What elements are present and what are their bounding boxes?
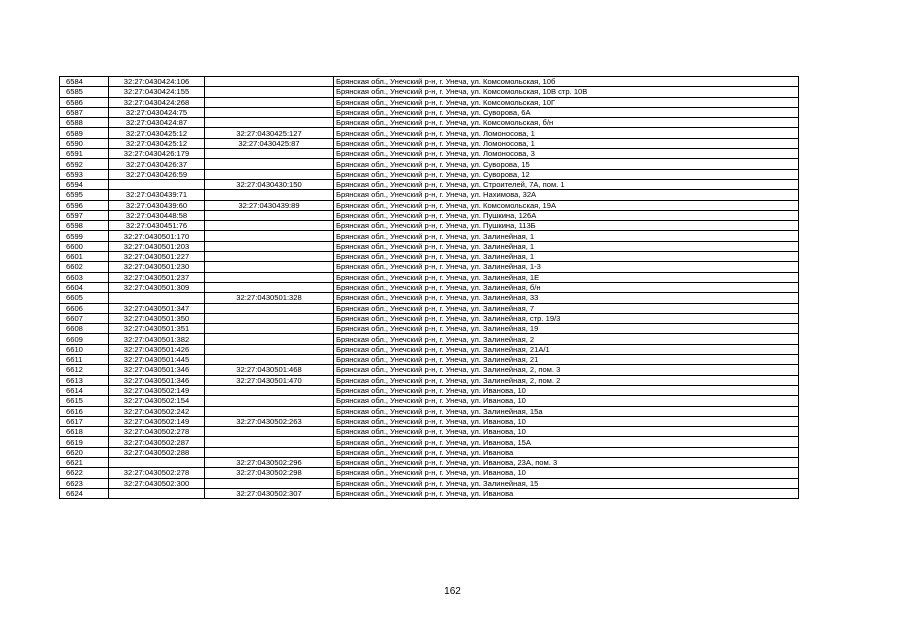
address-cell: Брянская обл., Унечский р-н, г. Унеча, ул. Иванова, 10 — [334, 385, 799, 395]
address-cell: Брянская обл., Унечский р-н, г. Унеча, ул. Иванова, 15А — [334, 437, 799, 447]
table-row — [60, 437, 799, 447]
related-cadastral-number-cell — [205, 344, 334, 354]
table-row — [60, 231, 799, 241]
row-number-cell: 6595 — [60, 190, 109, 200]
table-row — [60, 179, 799, 189]
cadastral-number-cell: 32:27:0430424:87 — [109, 118, 205, 128]
address-cell: Брянская обл., Унечский р-н, г. Унеча, ул. Залинейная, б/н — [334, 282, 799, 292]
address-cell: Брянская обл., Унечский р-н, г. Унеча, ул. Залинейная, 21А/1 — [334, 344, 799, 354]
cadastral-number-cell: 32:27:0430501:203 — [109, 241, 205, 251]
row-number-cell: 6585 — [60, 87, 109, 97]
row-number-cell: 6604 — [60, 282, 109, 292]
table-row — [60, 468, 799, 478]
table-row — [60, 447, 799, 457]
cadastral-number-cell: 32:27:0430424:268 — [109, 97, 205, 107]
cadastral-number-cell: 32:27:0430439:71 — [109, 190, 205, 200]
row-number-cell: 6596 — [60, 200, 109, 210]
row-number-cell: 6617 — [60, 416, 109, 426]
related-cadastral-number-cell — [205, 169, 334, 179]
row-number-cell: 6594 — [60, 179, 109, 189]
table-row — [60, 313, 799, 323]
table-row — [60, 488, 799, 498]
related-cadastral-number-cell — [205, 252, 334, 262]
row-number-cell: 6621 — [60, 457, 109, 467]
related-cadastral-number-cell — [205, 87, 334, 97]
cadastral-number-cell: 32:27:0430501:237 — [109, 272, 205, 282]
related-cadastral-number-cell — [205, 118, 334, 128]
cadastral-number-cell: 32:27:0430502:278 — [109, 468, 205, 478]
row-number-cell: 6607 — [60, 313, 109, 323]
related-cadastral-number-cell — [205, 210, 334, 220]
address-cell: Брянская обл., Унечский р-н, г. Унеча, ул. Комсомольская, 10В стр. 10В — [334, 87, 799, 97]
row-number-cell: 6605 — [60, 293, 109, 303]
address-cell: Брянская обл., Унечский р-н, г. Унеча, ул. Иванова, 10 — [334, 468, 799, 478]
address-cell: Брянская обл., Унечский р-н, г. Унеча, ул. Иванова, 10 — [334, 427, 799, 437]
cadastral-number-cell: 32:27:0430502:288 — [109, 447, 205, 457]
row-number-cell: 6598 — [60, 221, 109, 231]
table-row — [60, 272, 799, 282]
row-number-cell: 6613 — [60, 375, 109, 385]
table-row — [60, 149, 799, 159]
address-cell: Брянская обл., Унечский р-н, г. Унеча, ул. Иванова, 10 — [334, 416, 799, 426]
related-cadastral-number-cell — [205, 355, 334, 365]
page-number: 162 — [444, 586, 461, 597]
table-row — [60, 282, 799, 292]
address-cell: Брянская обл., Унечский р-н, г. Унеча, ул. Комсомольская, б/н — [334, 118, 799, 128]
cadastral-number-cell: 32:27:0430501:351 — [109, 324, 205, 334]
related-cadastral-number-cell — [205, 313, 334, 323]
table-row — [60, 334, 799, 344]
cadastral-number-cell: 32:27:0430502:300 — [109, 478, 205, 488]
address-cell: Брянская обл., Унечский р-н, г. Унеча, ул. Залинейная, 33 — [334, 293, 799, 303]
table-row — [60, 344, 799, 354]
table-row — [60, 87, 799, 97]
related-cadastral-number-cell — [205, 159, 334, 169]
cadastral-number-cell: 32:27:0430501:350 — [109, 313, 205, 323]
cadastral-number-cell: 32:27:0430501:346 — [109, 365, 205, 375]
row-number-cell: 6590 — [60, 138, 109, 148]
related-cadastral-number-cell — [205, 324, 334, 334]
cadastral-number-cell: 32:27:0430502:287 — [109, 437, 205, 447]
row-number-cell: 6618 — [60, 427, 109, 437]
related-cadastral-number-cell: 32:27:0430425:127 — [205, 128, 334, 138]
cadastral-number-cell: 32:27:0430451:76 — [109, 221, 205, 231]
table-row — [60, 200, 799, 210]
cadastral-number-cell — [109, 488, 205, 498]
row-number-cell: 6612 — [60, 365, 109, 375]
row-number-cell: 6606 — [60, 303, 109, 313]
address-cell: Брянская обл., Унечский р-н, г. Унеча, ул. Залинейная, 19 — [334, 324, 799, 334]
related-cadastral-number-cell — [205, 478, 334, 488]
table-row — [60, 221, 799, 231]
registry-table-body — [60, 77, 799, 499]
table-row — [60, 375, 799, 385]
address-cell: Брянская обл., Унечский р-н, г. Унеча, ул. Ломоносова, 1 — [334, 138, 799, 148]
related-cadastral-number-cell: 32:27:0430502:296 — [205, 457, 334, 467]
table-row — [60, 118, 799, 128]
cadastral-number-cell: 32:27:0430502:278 — [109, 427, 205, 437]
table-row — [60, 262, 799, 272]
cadastral-number-cell: 32:27:0430425:12 — [109, 138, 205, 148]
row-number-cell: 6587 — [60, 107, 109, 117]
address-cell: Брянская обл., Унечский р-н, г. Унеча, ул. Пушкина, 113Б — [334, 221, 799, 231]
row-number-cell: 6616 — [60, 406, 109, 416]
related-cadastral-number-cell — [205, 262, 334, 272]
table-row — [60, 324, 799, 334]
table-row — [60, 303, 799, 313]
address-cell: Брянская обл., Унечский р-н, г. Унеча, ул. Ломоносова, 3 — [334, 149, 799, 159]
row-number-cell: 6622 — [60, 468, 109, 478]
cadastral-number-cell: 32:27:0430424:75 — [109, 107, 205, 117]
address-cell: Брянская обл., Унечский р-н, г. Унеча, ул. Пушкина, 126А — [334, 210, 799, 220]
address-cell: Брянская обл., Унечский р-н, г. Унеча, ул. Строителей, 7А, пом. 1 — [334, 179, 799, 189]
address-cell: Брянская обл., Унечский р-н, г. Унеча, ул. Комсомольская, 10Г — [334, 97, 799, 107]
row-number-cell: 6602 — [60, 262, 109, 272]
address-cell: Брянская обл., Унечский р-н, г. Унеча, ул. Ломоносова, 1 — [334, 128, 799, 138]
address-cell: Брянская обл., Унечский р-н, г. Унеча, ул. Залинейная, 15а — [334, 406, 799, 416]
table-row — [60, 169, 799, 179]
cadastral-number-cell: 32:27:0430501:227 — [109, 252, 205, 262]
address-cell: Брянская обл., Унечский р-н, г. Унеча, ул. Комсомольская, 10б — [334, 77, 799, 87]
address-cell: Брянская обл., Унечский р-н, г. Унеча, ул. Залинейная, 2, пом. 3 — [334, 365, 799, 375]
cadastral-number-cell: 32:27:0430439:60 — [109, 200, 205, 210]
table-row — [60, 365, 799, 375]
address-cell: Брянская обл., Унечский р-н, г. Унеча, ул. Залинейная, 1Е — [334, 272, 799, 282]
cadastral-number-cell: 32:27:0430502:242 — [109, 406, 205, 416]
address-cell: Брянская обл., Унечский р-н, г. Унеча, ул. Иванова — [334, 488, 799, 498]
row-number-cell: 6588 — [60, 118, 109, 128]
related-cadastral-number-cell: 32:27:0430425:87 — [205, 138, 334, 148]
row-number-cell: 6608 — [60, 324, 109, 334]
row-number-cell: 6599 — [60, 231, 109, 241]
row-number-cell: 6593 — [60, 169, 109, 179]
table-row — [60, 138, 799, 148]
row-number-cell: 6592 — [60, 159, 109, 169]
table-row — [60, 293, 799, 303]
address-cell: Брянская обл., Унечский р-н, г. Унеча, ул. Залинейная, 21 — [334, 355, 799, 365]
related-cadastral-number-cell — [205, 77, 334, 87]
row-number-cell: 6624 — [60, 488, 109, 498]
cadastral-number-cell: 32:27:0430426:37 — [109, 159, 205, 169]
row-number-cell: 6601 — [60, 252, 109, 262]
address-cell: Брянская обл., Унечский р-н, г. Унеча, ул. Иванова — [334, 447, 799, 457]
related-cadastral-number-cell: 32:27:0430430:150 — [205, 179, 334, 189]
row-number-cell: 6611 — [60, 355, 109, 365]
row-number-cell: 6591 — [60, 149, 109, 159]
table-row — [60, 457, 799, 467]
related-cadastral-number-cell — [205, 385, 334, 395]
address-cell: Брянская обл., Унечский р-н, г. Унеча, ул. Суворова, 15 — [334, 159, 799, 169]
row-number-cell: 6609 — [60, 334, 109, 344]
table-row — [60, 128, 799, 138]
address-cell: Брянская обл., Унечский р-н, г. Унеча, ул. Залинейная, 1 — [334, 231, 799, 241]
cadastral-number-cell — [109, 179, 205, 189]
related-cadastral-number-cell — [205, 447, 334, 457]
address-cell: Брянская обл., Унечский р-н, г. Унеча, ул. Комсомольская, 19А — [334, 200, 799, 210]
table-row — [60, 107, 799, 117]
table-row — [60, 385, 799, 395]
table-row — [60, 252, 799, 262]
row-number-cell: 6619 — [60, 437, 109, 447]
row-number-cell: 6615 — [60, 396, 109, 406]
address-cell: Брянская обл., Унечский р-н, г. Унеча, ул. Залинейная, 1 — [334, 241, 799, 251]
related-cadastral-number-cell: 32:27:0430502:263 — [205, 416, 334, 426]
address-cell: Брянская обл., Унечский р-н, г. Унеча, ул. Залинейная, 1 — [334, 252, 799, 262]
row-number-cell: 6584 — [60, 77, 109, 87]
cadastral-number-cell: 32:27:0430501:426 — [109, 344, 205, 354]
address-cell: Брянская обл., Унечский р-н, г. Унеча, ул. Залинейная, 7 — [334, 303, 799, 313]
address-cell: Брянская обл., Унечский р-н, г. Унеча, ул. Залинейная, 2 — [334, 334, 799, 344]
cadastral-number-cell: 32:27:0430426:179 — [109, 149, 205, 159]
cadastral-number-cell: 32:27:0430502:149 — [109, 385, 205, 395]
related-cadastral-number-cell — [205, 427, 334, 437]
cadastral-number-cell: 32:27:0430424:155 — [109, 87, 205, 97]
cadastral-number-cell: 32:27:0430425:12 — [109, 128, 205, 138]
address-cell: Брянская обл., Унечский р-н, г. Унеча, ул. Нахимова, 32А — [334, 190, 799, 200]
registry-table — [59, 76, 799, 499]
table-row — [60, 355, 799, 365]
table-row — [60, 190, 799, 200]
address-cell: Брянская обл., Унечский р-н, г. Унеча, ул. Иванова, 23А, пом. 3 — [334, 457, 799, 467]
related-cadastral-number-cell: 32:27:0430501:468 — [205, 365, 334, 375]
table-row — [60, 416, 799, 426]
cadastral-number-cell: 32:27:0430426:59 — [109, 169, 205, 179]
cadastral-number-cell — [109, 293, 205, 303]
address-cell: Брянская обл., Унечский р-н, г. Унеча, ул. Суворова, 12 — [334, 169, 799, 179]
cadastral-number-cell: 32:27:0430501:445 — [109, 355, 205, 365]
related-cadastral-number-cell — [205, 97, 334, 107]
cadastral-number-cell — [109, 457, 205, 467]
cadastral-number-cell: 32:27:0430501:347 — [109, 303, 205, 313]
related-cadastral-number-cell — [205, 241, 334, 251]
row-number-cell: 6600 — [60, 241, 109, 251]
related-cadastral-number-cell — [205, 437, 334, 447]
row-number-cell: 6589 — [60, 128, 109, 138]
address-cell: Брянская обл., Унечский р-н, г. Унеча, ул. Суворова, 6А — [334, 107, 799, 117]
related-cadastral-number-cell: 32:27:0430502:298 — [205, 468, 334, 478]
cadastral-number-cell: 32:27:0430501:230 — [109, 262, 205, 272]
row-number-cell: 6610 — [60, 344, 109, 354]
cadastral-number-cell: 32:27:0430424:106 — [109, 77, 205, 87]
related-cadastral-number-cell: 32:27:0430439:89 — [205, 200, 334, 210]
row-number-cell: 6623 — [60, 478, 109, 488]
table-row — [60, 406, 799, 416]
table-row — [60, 159, 799, 169]
related-cadastral-number-cell — [205, 406, 334, 416]
related-cadastral-number-cell — [205, 303, 334, 313]
cadastral-number-cell: 32:27:0430502:154 — [109, 396, 205, 406]
row-number-cell: 6614 — [60, 385, 109, 395]
table-row — [60, 396, 799, 406]
row-number-cell: 6620 — [60, 447, 109, 457]
related-cadastral-number-cell — [205, 221, 334, 231]
related-cadastral-number-cell — [205, 149, 334, 159]
table-row — [60, 77, 799, 87]
address-cell: Брянская обл., Унечский р-н, г. Унеча, ул. Залинейная, 1-3 — [334, 262, 799, 272]
cadastral-number-cell: 32:27:0430501:309 — [109, 282, 205, 292]
related-cadastral-number-cell — [205, 396, 334, 406]
row-number-cell: 6603 — [60, 272, 109, 282]
related-cadastral-number-cell: 32:27:0430502:307 — [205, 488, 334, 498]
related-cadastral-number-cell — [205, 107, 334, 117]
table-row — [60, 210, 799, 220]
table-row — [60, 97, 799, 107]
table-row — [60, 427, 799, 437]
table-row — [60, 478, 799, 488]
related-cadastral-number-cell: 32:27:0430501:470 — [205, 375, 334, 385]
related-cadastral-number-cell: 32:27:0430501:328 — [205, 293, 334, 303]
related-cadastral-number-cell — [205, 272, 334, 282]
address-cell: Брянская обл., Унечский р-н, г. Унеча, ул. Залинейная, 2, пом. 2 — [334, 375, 799, 385]
row-number-cell: 6597 — [60, 210, 109, 220]
related-cadastral-number-cell — [205, 231, 334, 241]
related-cadastral-number-cell — [205, 282, 334, 292]
table-row — [60, 241, 799, 251]
cadastral-number-cell: 32:27:0430501:382 — [109, 334, 205, 344]
address-cell: Брянская обл., Унечский р-н, г. Унеча, ул. Залинейная, стр. 19/3 — [334, 313, 799, 323]
address-cell: Брянская обл., Унечский р-н, г. Унеча, ул. Иванова, 10 — [334, 396, 799, 406]
row-number-cell: 6586 — [60, 97, 109, 107]
cadastral-number-cell: 32:27:0430448:58 — [109, 210, 205, 220]
cadastral-number-cell: 32:27:0430502:149 — [109, 416, 205, 426]
related-cadastral-number-cell — [205, 190, 334, 200]
cadastral-number-cell: 32:27:0430501:170 — [109, 231, 205, 241]
address-cell: Брянская обл., Унечский р-н, г. Унеча, ул. Залинейная, 15 — [334, 478, 799, 488]
cadastral-number-cell: 32:27:0430501:346 — [109, 375, 205, 385]
related-cadastral-number-cell — [205, 334, 334, 344]
